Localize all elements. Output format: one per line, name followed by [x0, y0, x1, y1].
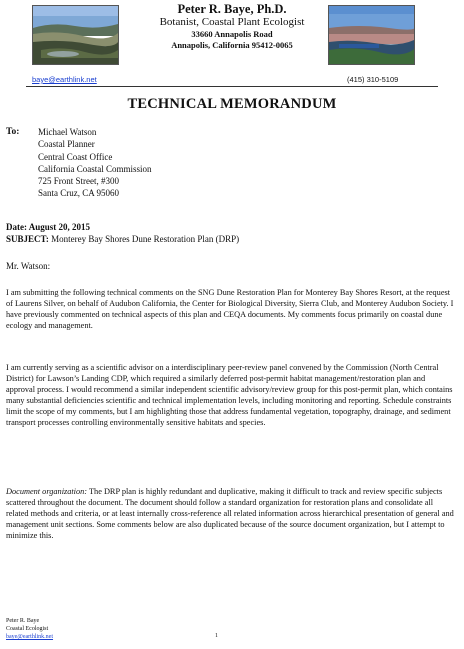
salutation: Mr. Watson: — [6, 261, 51, 271]
body-paragraph-2: I am currently serving as a scientific advisor on a interdisciplinary peer-review panel convened by the Commission (North Central District) for Lawson’s Landing CDP, which required a similarly deferred post-permit habitat management/restoration plan and approval process. I would recommend a similar independent scientific advisory/review group for this post-permit plan, which contains many substantial deficiencies scientific and technical implementation levels, including monitoring and reporting. Schedule constraints limit the scope of my comments, but I am highlighting those that address fundamental vegetation, topography, drainage, and sediment transport processes controlling environmentally sensitive habitats and species. — [6, 363, 453, 428]
marsh-landscape-photo-right — [328, 5, 415, 65]
footer-signature — [6, 617, 53, 641]
letterhead-divider — [26, 86, 438, 87]
recipient-line: Michael Watson — [38, 127, 97, 137]
paragraph-text: The DRP plan is highly redundant and duplicative, making it difficult to track and review specific subjects scattered throughout the document. The document should follow a standard organization for restoration plans and consolidate all related methods and criteria, or at least internally cross-reference all related information across hierarchical presentation of general and management unit sections. Some comments below are also duplicated because of the source document organization, but I attempt to minimize this. — [6, 487, 454, 541]
address-line-1: 33660 Annapolis Road — [191, 29, 273, 39]
to-label: To: — [6, 127, 20, 137]
memo-subject — [6, 234, 239, 244]
recipient-block — [38, 126, 152, 200]
page-number: 1 — [215, 633, 218, 639]
footer-name: Peter R. Baye — [6, 618, 40, 624]
recipient-line: 725 Front Street, #300 — [38, 176, 119, 187]
recipient-line: California Coastal Commission — [38, 163, 152, 174]
recipient-line: Santa Cruz, CA 95060 — [38, 188, 119, 199]
paragraph-lead: Document organization: — [6, 487, 88, 496]
footer-role: Coastal Ecologist — [6, 626, 49, 632]
author-name: Peter R. Baye, Ph.D. — [177, 2, 287, 16]
body-paragraph-1: I am submitting the following technical comments on the SNG Dune Restoration Plan for Monterey Bay Shores Resort, at the request of Laurens Silver, on behalf of Audubon California, the Center for Biological Diversity, Sierra Club, and Monterey Audubon Society. I have previously commented on technical aspects of this plan and CEQA documents. My comments focus primarily on coastal dune ecology and management. — [6, 288, 454, 331]
body-paragraph-3 — [6, 486, 456, 541]
recipient-line: Coastal Planner — [38, 139, 95, 150]
letterhead — [120, 2, 344, 51]
subject-label: SUBJECT: — [6, 234, 49, 244]
dune-landscape-photo-left — [32, 5, 119, 65]
letterhead-email-link[interactable]: baye@earthlink.net — [32, 75, 97, 84]
letterhead-phone: (415) 310-5109 — [347, 75, 399, 84]
recipient-line: Central Coast Office — [38, 151, 113, 162]
footer-email-link[interactable]: baye@earthlink.net — [6, 634, 54, 640]
subject-text: Monterey Bay Shores Dune Restoration Plan (DRP) — [48, 234, 240, 244]
memo-heading: TECHNICAL MEMORANDUM — [127, 96, 337, 112]
address-line-2: Annapolis, California 95412-0065 — [171, 40, 293, 50]
author-title: Botanist, Coastal Plant Ecologist — [159, 16, 305, 28]
memo-date: Date: August 20, 2015 — [6, 222, 91, 232]
